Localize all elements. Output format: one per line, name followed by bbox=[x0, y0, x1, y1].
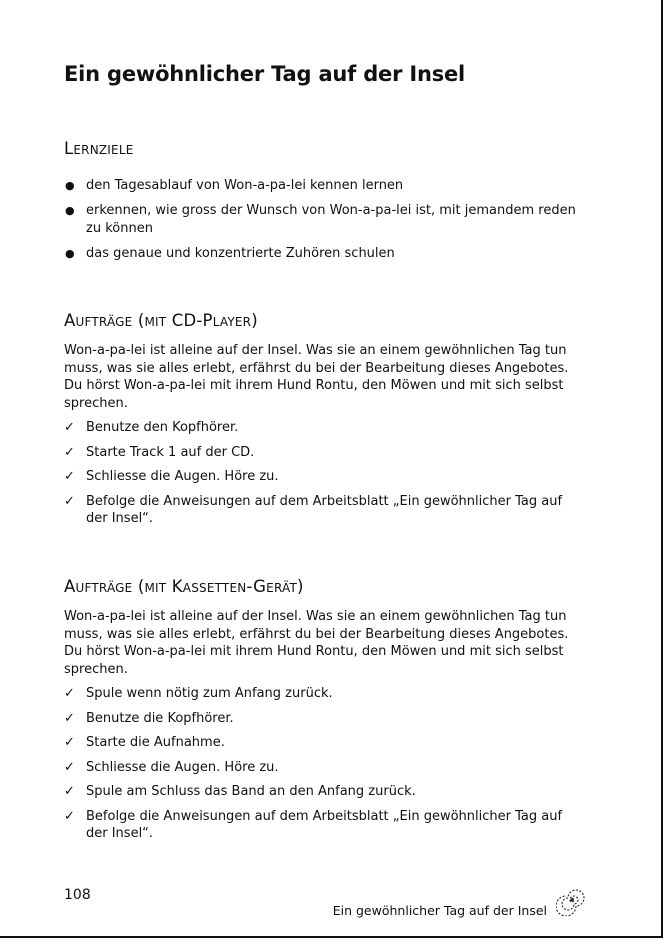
section-cd-player bbox=[64, 311, 584, 535]
list-item bbox=[64, 202, 584, 237]
cd-intro: Won-a-pa-lei ist alleine auf der Insel. Was sie an einem gewöhnlichen Tag tun muss, was sie alles erlebt, erfährst du bei der Bearbeitung dieses Angebotes. Du hörst Won-a-pa-lei mit ihrem Hund Rontu, den Möwen und mit sich selbst sprechen. bbox=[64, 343, 569, 411]
checkmark-icon: ✓ bbox=[64, 735, 75, 750]
list-item-text: das genaue und konzentrierte Zuhören schulen bbox=[86, 245, 395, 261]
checkmark-icon: ✓ bbox=[64, 469, 75, 484]
bullet-icon: ● bbox=[65, 179, 75, 192]
list-item-text: den Tagesablauf von Won-a-pa-lei kennen lernen bbox=[86, 178, 404, 193]
checkmark-icon: ✓ bbox=[64, 444, 75, 460]
cd-task-list bbox=[64, 419, 584, 528]
list-item bbox=[64, 468, 584, 486]
checkmark-icon: ✓ bbox=[64, 710, 75, 726]
list-item-text: Spule am Schluss das Band an den Anfang zurück. bbox=[86, 784, 416, 799]
list-item-text: Starte Track 1 auf der CD. bbox=[86, 444, 255, 460]
list-item-text: Benutze die Kopfhörer. bbox=[86, 710, 234, 726]
kassette-intro: Won-a-pa-lei ist alleine auf der Insel. Was sie an einem gewöhnlichen Tag tun muss, was sie alles erlebt, erfährst du bei der Bearbeitung dieses Angebotes. Du hörst Won-a-pa-lei mit ihrem Hund Rontu, den Möwen und mit sich selbst sprechen. bbox=[64, 609, 569, 677]
lernziele-list bbox=[64, 177, 584, 262]
list-item bbox=[64, 759, 584, 777]
list-item-text: erkennen, wie gross der Wunsch von Won-a-pa-lei ist, mit jemandem reden zu können bbox=[86, 203, 576, 236]
list-item bbox=[64, 734, 584, 752]
list-item bbox=[64, 419, 584, 437]
list-item bbox=[64, 710, 584, 728]
list-item-text: Schliesse die Augen. Höre zu. bbox=[86, 469, 279, 484]
list-item-text: Starte die Aufnahme. bbox=[86, 735, 225, 750]
list-item-text: Benutze den Kopfhörer. bbox=[86, 420, 239, 435]
list-item bbox=[64, 245, 584, 263]
lernziele-heading: Lernziele bbox=[64, 139, 134, 158]
list-item-text: Spule wenn nötig zum Anfang zurück. bbox=[86, 686, 333, 701]
page-number: 108 bbox=[64, 887, 91, 903]
spiral-icon bbox=[556, 884, 588, 916]
section-lernziele bbox=[64, 139, 584, 270]
page-title: Ein gewöhnlicher Tag auf der Insel bbox=[64, 62, 466, 86]
bullet-icon: ● bbox=[65, 246, 75, 260]
footer-title: Ein gewöhnlicher Tag auf der Insel bbox=[332, 903, 547, 918]
bullet-icon: ● bbox=[65, 204, 75, 217]
section-kassette bbox=[64, 577, 584, 850]
list-item bbox=[64, 493, 584, 528]
list-item-text: Befolge die Anweisungen auf dem Arbeitsblatt „Ein gewöhnlicher Tag auf der Insel“. bbox=[86, 493, 563, 526]
kassette-task-list bbox=[64, 685, 584, 843]
checkmark-icon: ✓ bbox=[64, 759, 75, 775]
checkmark-icon: ✓ bbox=[64, 420, 75, 435]
cd-heading: Aufträge (mit CD-Player) bbox=[64, 311, 258, 330]
checkmark-icon: ✓ bbox=[64, 784, 75, 799]
list-item bbox=[64, 685, 584, 703]
checkmark-icon: ✓ bbox=[64, 808, 75, 824]
list-item-text: Schliesse die Augen. Höre zu. bbox=[86, 759, 279, 775]
checkmark-icon: ✓ bbox=[64, 493, 75, 509]
checkmark-icon: ✓ bbox=[64, 686, 75, 701]
list-item-text: Befolge die Anweisungen auf dem Arbeitsblatt „Ein gewöhnlicher Tag auf der Insel“. bbox=[86, 808, 563, 841]
list-item bbox=[64, 177, 584, 195]
list-item bbox=[64, 783, 584, 801]
list-item bbox=[64, 808, 584, 843]
kassette-heading: Aufträge (mit Kassetten-Gerät) bbox=[64, 577, 304, 596]
list-item bbox=[64, 444, 584, 462]
